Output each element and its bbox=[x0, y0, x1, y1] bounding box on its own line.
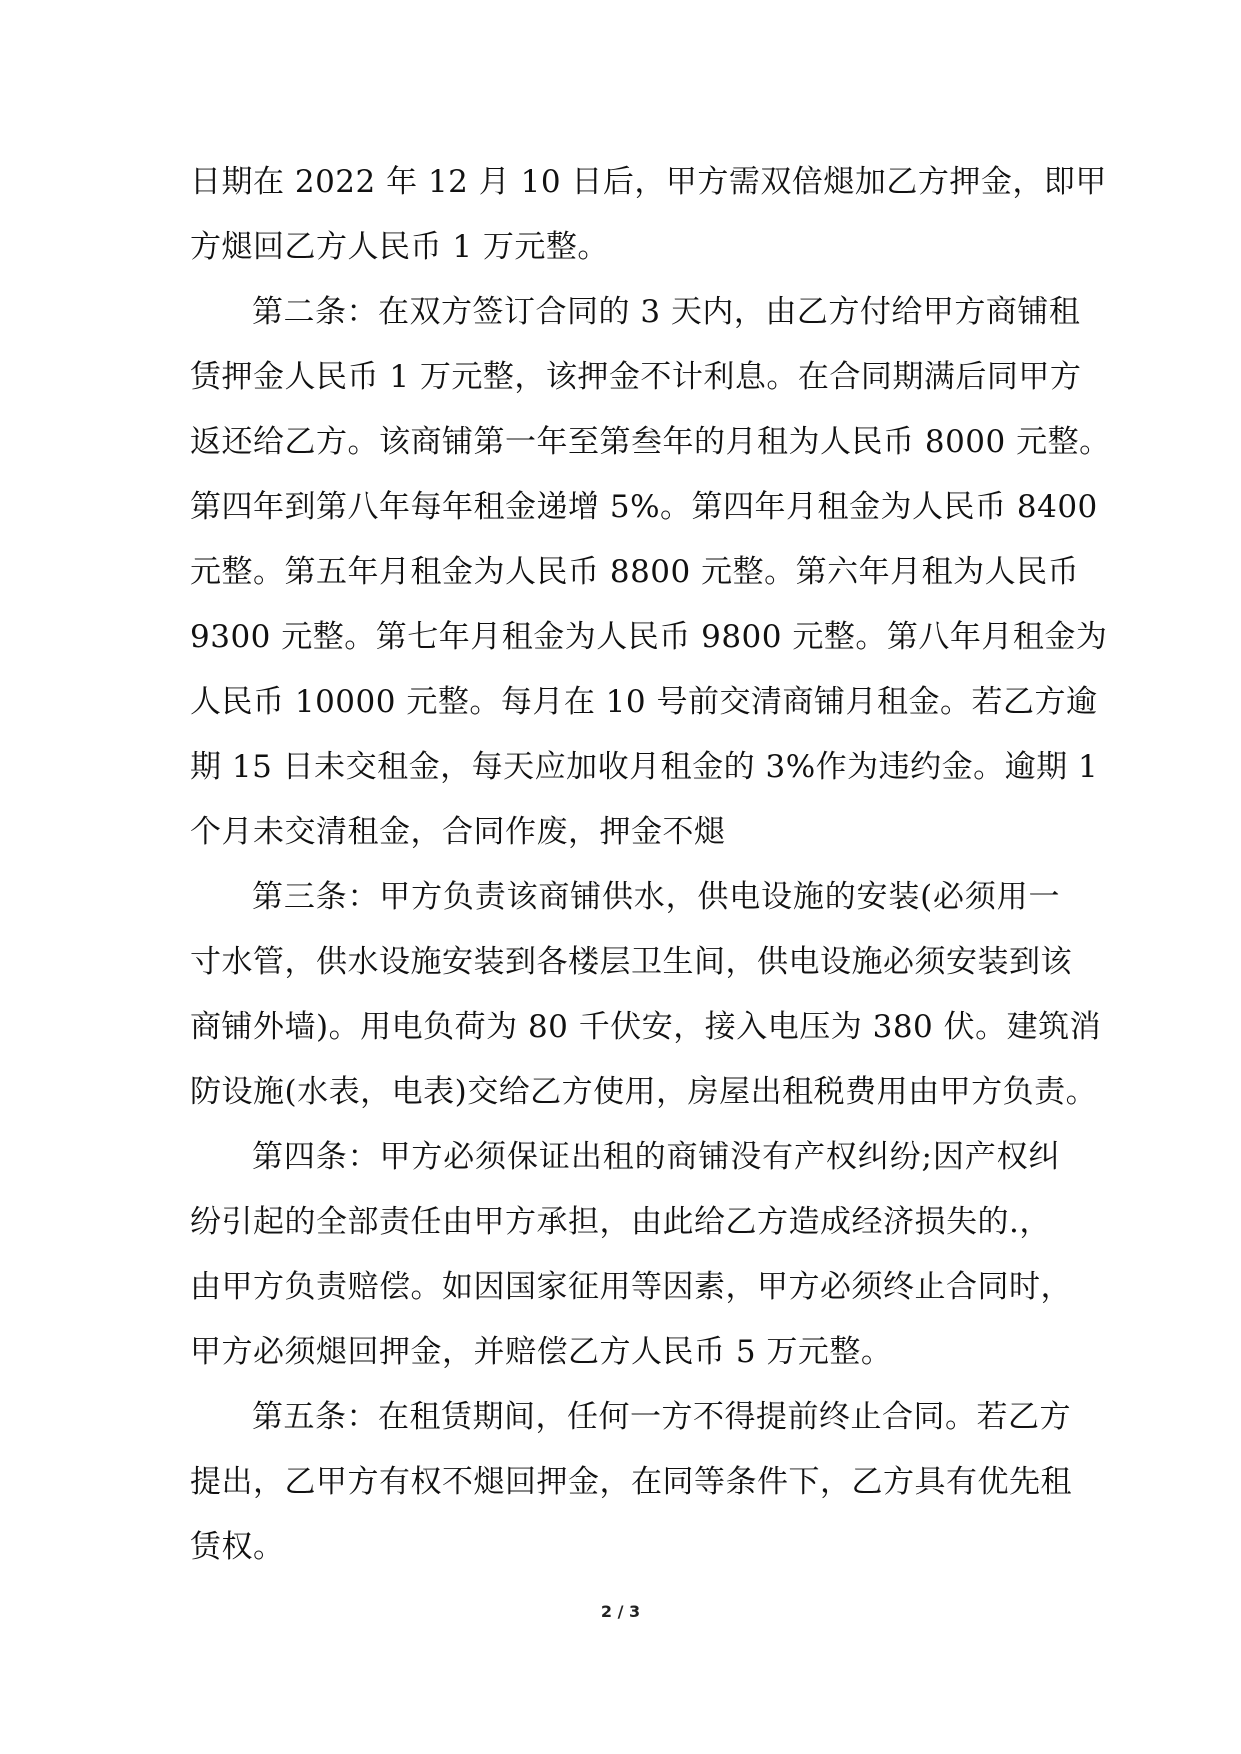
text-line: 寸水管，供水设施安装到各楼层卫生间，供电设施必须安装到该 bbox=[190, 944, 1072, 980]
paragraph-start-article-2: 第二条：在双方签订合同的 3 天内，由乙方付给甲方商铺租 bbox=[252, 294, 1081, 330]
paragraph-start-article-4: 第四条：甲方必须保证出租的商铺没有产权纠纷;因产权纠 bbox=[252, 1139, 1060, 1175]
text-line: 提出，乙甲方有权不煺回押金，在同等条件下，乙方具有优先租 bbox=[190, 1464, 1072, 1500]
text-line: 商铺外墙)。用电负荷为 80 千伏安，接入电压为 380 伏。建筑消 bbox=[190, 1009, 1102, 1045]
text-line: 个月未交清租金，合同作废，押金不煺 bbox=[190, 814, 726, 850]
page-number: 2 / 3 bbox=[600, 1602, 641, 1621]
paragraph-start-article-3: 第三条：甲方负责该商铺供水，供电设施的安装(必须用一 bbox=[252, 879, 1060, 915]
text-line: 赁押金人民币 1 万元整，该押金不计利息。在合同期满后同甲方 bbox=[190, 359, 1082, 395]
text-line: 方煺回乙方人民币 1 万元整。 bbox=[190, 229, 609, 265]
text-line: 返还给乙方。该商铺第一年至第叁年的月租为人民币 8000 元整。 bbox=[190, 424, 1111, 460]
text-line: 第四年到第八年每年租金递增 5%。第四年月租金为人民币 8400 bbox=[190, 489, 1098, 525]
text-line: 甲方必须煺回押金，并赔偿乙方人民币 5 万元整。 bbox=[190, 1334, 893, 1370]
document-body bbox=[190, 150, 1111, 1580]
text-line: 由甲方负责赔偿。如因国家征用等因素，甲方必须终止合同时， bbox=[190, 1269, 1072, 1305]
text-line: 人民币 10000 元整。每月在 10 号前交清商铺月租金。若乙方逾 bbox=[190, 684, 1098, 720]
text-line: 防设施(水表，电表)交给乙方使用，房屋出租税费用由甲方负责。 bbox=[190, 1074, 1098, 1110]
text-line: 期 15 日未交租金，每天应加收月租金的 3%作为违约金。逾期 1 bbox=[190, 749, 1099, 785]
text-line: 9300 元整。第七年月租金为人民币 9800 元整。第八年月租金为 bbox=[190, 619, 1108, 655]
text-line: 赁权。 bbox=[190, 1529, 285, 1565]
text-line: 元整。第五年月租金为人民币 8800 元整。第六年月租为人民币 bbox=[190, 554, 1080, 590]
paragraph-start-article-5: 第五条：在租赁期间，任何一方不得提前终止合同。若乙方 bbox=[252, 1399, 1071, 1435]
text-line: 日期在 2022 年 12 月 10 日后，甲方需双倍煺加乙方押金，即甲 bbox=[190, 164, 1107, 200]
text-line: 纷引起的全部责任由甲方承担，由此给乙方造成经济损失的.， bbox=[190, 1204, 1051, 1240]
